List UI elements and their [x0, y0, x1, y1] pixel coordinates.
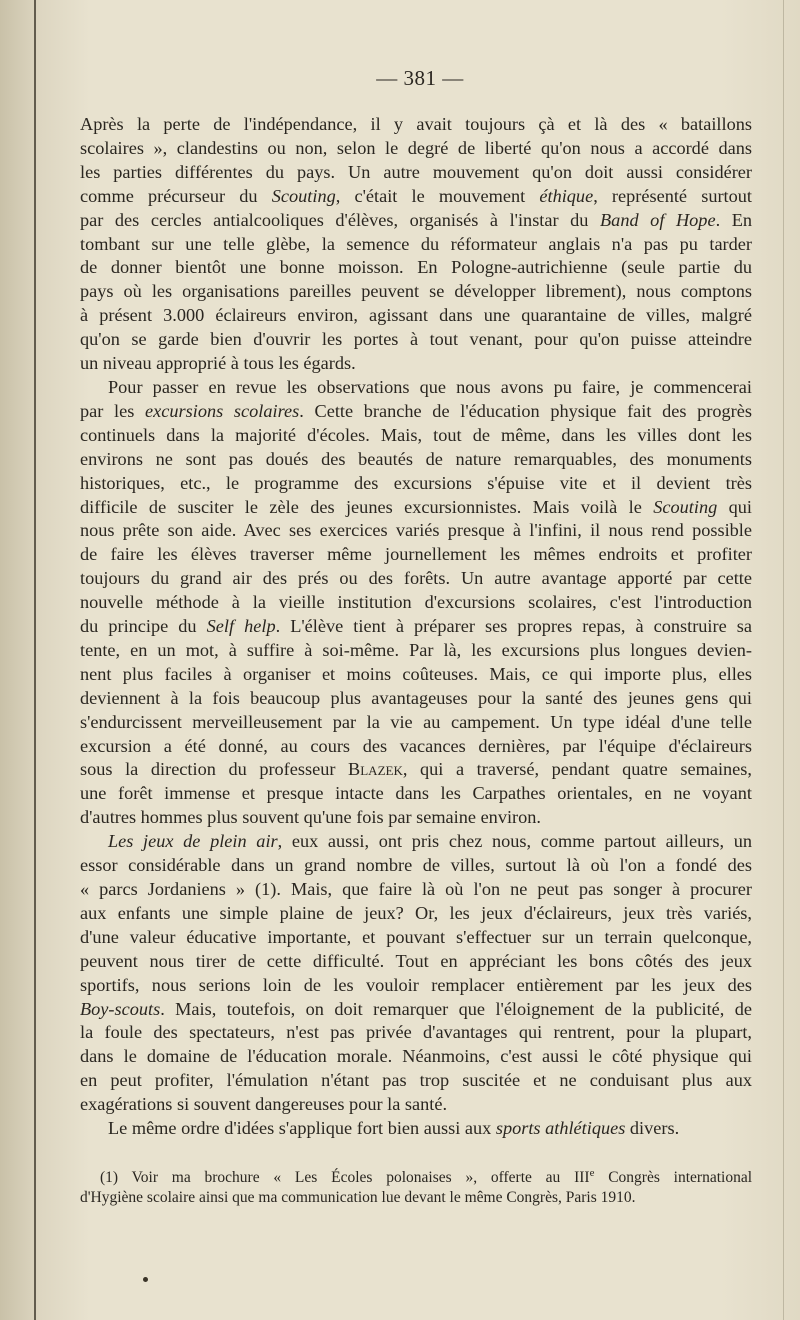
text-line: scolaires », clandestins ou non, selon le degré de liberté qu'on nous a accordé dans	[80, 137, 752, 158]
text-line: Les jeux de plein air, eux aussi, ont pris chez nous, comme partout ailleurs, un	[108, 831, 752, 852]
footnote-line: d'Hygiène scolaire ainsi que ma communication lue devant le même Congrès, Paris 1910.	[80, 1189, 636, 1207]
text-line: toujours du grand air des prés ou des forêts. Un autre avantage apporté par cette	[80, 568, 752, 589]
text-line: à présent 3.000 éclaireurs environ, agissant dans une quarantaine de villes, malgré	[80, 305, 752, 326]
paragraph-p4	[80, 1117, 752, 1141]
text-line: nous prête son aide. Avec ses exercices variés presque à l'infini, il nous rend possible	[80, 520, 752, 541]
binding-edge	[34, 0, 36, 1320]
text-line: un niveau approprié à tous les égards.	[80, 353, 356, 374]
ink-speck	[143, 1277, 148, 1282]
text-line: historiques, etc., le programme des excursions s'épuise vite et il devient très	[80, 472, 752, 493]
footnote-line: (1) Voir ma brochure « Les Écoles polonaises », offerte au IIIe Congrès international	[100, 1167, 753, 1187]
text-line: par des cercles antialcooliques d'élèves, organisés à l'instar du Band of Hope. En	[80, 209, 753, 230]
text-line: sous la direction du professeur Blazek, qui a traversé, pendant quatre semaines,	[80, 759, 752, 780]
text-line: deviennent à la fois beaucoup plus avantageuses pour la santé des jeunes gens qui	[80, 687, 752, 708]
page-number: — 381 —	[376, 66, 464, 90]
text-line: peuvent nous tirer de cette difficulté. Tout en appréciant les bons côtés des jeux	[80, 950, 752, 971]
text-line: tombant sur une telle glèbe, la semence du réformateur anglais n'a pas pu tarder	[80, 233, 752, 254]
text-line: tente, en un mot, à suffire à soi-même. Par là, les excursions plus longues devien-	[80, 639, 752, 660]
text-line: Boy-scouts. Mais, toutefois, on doit remarquer que l'éloignement de la publicité, de	[80, 998, 752, 1019]
text-line: nouvelle méthode à la vieille institution d'excursions scolaires, c'est l'introduction	[80, 592, 752, 613]
text-line: de faire les élèves traverser même journellement les mêmes endroits et profiter	[80, 544, 752, 565]
text-line: « parcs Jordaniens » (1). Mais, que faire là où l'on ne peut pas songer à procurer	[80, 879, 752, 899]
text-line: comme précurseur du Scouting, c'était le mouvement éthique, représenté surtout	[80, 185, 752, 206]
text-line: d'une valeur éducative importante, et pouvant s'effectuer sur un terrain quelconque,	[80, 926, 752, 947]
text-line: essor considérable dans un grand nombre de villes, surtout là où l'on a fondé des	[80, 855, 752, 876]
text-line: en peut profiter, l'émulation n'étant pas trop suscitée et ne conduisant plus aux	[80, 1070, 752, 1091]
text-line: continuels dans la majorité d'écoles. Mais, tout de même, dans les villes dont les	[80, 424, 752, 445]
text-line: d'autres hommes plus souvent qu'une fois par semaine environ.	[80, 807, 541, 828]
text-line: s'endurcissent merveilleusement par la vie au campement. Un type idéal d'une telle	[80, 711, 752, 732]
body-text	[80, 113, 752, 1141]
text-line: qu'on se garde bien d'ouvrir les portes à tout venant, pour qu'on puisse atteindre	[80, 329, 752, 350]
text-line: une forêt immense et presque intacte dans les Carpathes orientales, en ne voyant	[80, 783, 752, 804]
text-line: exagérations si souvent dangereuses pour la santé.	[80, 1094, 448, 1115]
text-line: aux enfants une simple plaine de jeux? Or, les jeux d'éclaireurs, jeux très variés,	[80, 902, 752, 923]
paragraph-p2	[80, 376, 752, 830]
footnote	[80, 1163, 752, 1208]
text-line: dans le domaine de l'éducation morale. Néanmoins, c'est aussi le côté physique qui	[80, 1046, 752, 1067]
page-edge	[783, 0, 784, 1320]
text-line: la foule des spectateurs, n'est pas privée d'avantages qui rentrent, pour la plupart,	[80, 1022, 752, 1043]
paragraph-p1	[80, 113, 752, 376]
text-line: pays où les organisations pareilles peuvent se développer librement), nous comptons	[80, 281, 752, 302]
text-line: Pour passer en revue les observations que nous avons pu faire, je commencerai	[108, 376, 752, 397]
text-line: environs ne sont pas doués des beautés de nature remarquables, des monuments	[80, 448, 752, 469]
text-line: sportifs, nous serions loin de les vouloir remplacer entièrement par les jeux des	[80, 974, 752, 995]
text-line: difficile de susciter le zèle des jeunes excursionnistes. Mais voilà le Scouting qui	[80, 496, 752, 517]
text-line: par les excursions scolaires. Cette branche de l'éducation physique fait des progrès	[80, 400, 753, 421]
text-line: Le même ordre d'idées s'applique fort bien aussi aux sports athlétiques divers.	[108, 1118, 680, 1139]
text-line: de donner bientôt une bonne moisson. En Pologne-autrichienne (seule partie du	[80, 257, 752, 278]
text-line: Après la perte de l'indépendance, il y avait toujours çà et là des « bataillons	[80, 114, 752, 134]
text-line: les parties différentes du pays. Un autre mouvement qu'on doit aussi considérer	[80, 161, 752, 182]
paragraph-p3	[80, 830, 752, 1117]
text-line: nent plus faciles à organiser et moins coûteuses. Mais, ce qui importe plus, elles	[80, 663, 752, 684]
text-line: du principe du Self help. L'élève tient à préparer ses propres repas, à construire sa	[80, 616, 752, 637]
text-line: excursion a été donné, au cours des vacances dernières, par l'équipe d'éclaireurs	[80, 735, 752, 756]
